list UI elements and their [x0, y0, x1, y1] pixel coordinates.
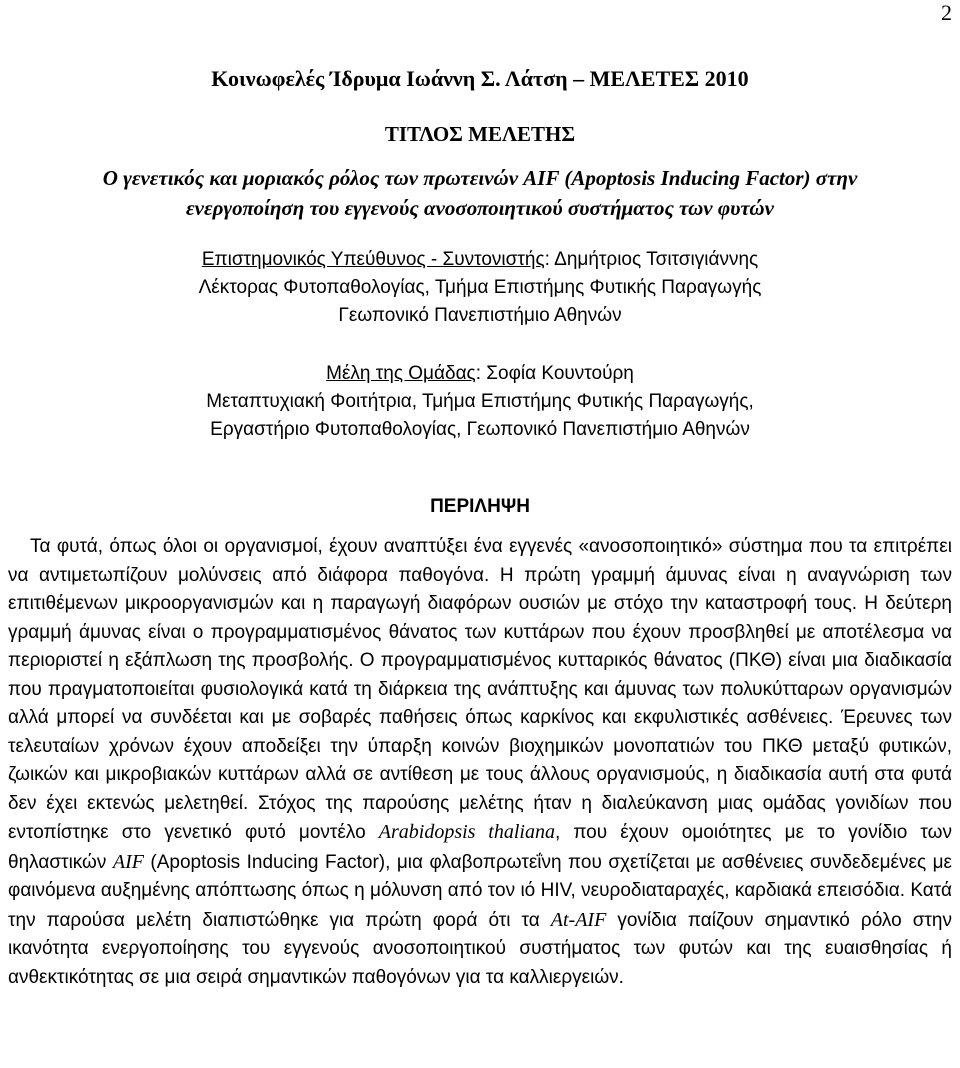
page-number: 2	[941, 0, 952, 25]
team-label: Μέλη της Ομάδας	[326, 363, 476, 384]
team-separator: :	[475, 363, 487, 384]
team-line	[0, 360, 960, 388]
abstract-part-4: γονίδια παίζουν σημαντικό ρόλο στην ικανότητα ενεργοποίησης του εγγενούς ανοσοποιητικού συστήματος των φυτών και της ευαισθησίας ή ανθεκτικότητας σε μια σειρά σημαντικών παθογόνων για τα καλλιεργειών.	[8, 909, 953, 988]
abstract-gene: AIF	[112, 850, 144, 873]
scientific-lead-separator: :	[544, 249, 555, 270]
team-block	[0, 360, 960, 444]
scientific-lead-name: Δημήτριος Τσιτσιγιάννης	[554, 249, 759, 270]
scientific-lead-label: Επιστημονικός Υπεύθυνος - Συντονιστής	[201, 249, 545, 270]
scientific-lead-position: Λέκτορας Φυτοπαθολογίας, Τμήμα Επιστήμης Φυτικής Παραγωγής	[198, 277, 762, 298]
scientific-lead-institution: Γεωπονικό Πανεπιστήμιο Αθηνών	[338, 305, 622, 326]
scientific-lead-block	[0, 246, 960, 330]
abstract-species: Arabidopsis thaliana	[378, 821, 555, 843]
abstract-part-2: , που έχουν ομοιότητες με το γονίδιο των θηλαστικών	[8, 822, 952, 873]
scientific-lead-line	[0, 246, 960, 274]
title-label: ΤΙΤΛΟΣ ΜΕΛΕΤΗΣ	[384, 122, 576, 146]
abstract-part-1: Τα φυτά, όπως όλοι οι οργανισμοί, έχουν αναπτύξει ένα εγγενές «ανοσοποιητικό» σύστημα που τα επιτρέπει να αντιμετωπίζουν μολύνσεις από διάφορα παθογόνα. Η πρώτη γραμμή άμυνας είναι η αναγνώριση των επιτιθέμενων μικροοργανισμών και η παραγωγή διαφόρων ουσιών με στόχο την καταστροφή τους. Η δεύτερη γραμμή άμυνας είναι ο προγραμματισμένος θάνατος των κυττάρων που έχουν προσβληθεί με αποτέλεσμα να περιοριστεί η εξάπλωση της προσβολής. Ο προγραμματισμένος κυτταρικός θάνατος (ΠΚΘ) είναι μια διαδικασία που πραγματοποιείται φυσιολογικά κατά τη διάρκεια της ανάπτυξης και άμυνας των πολυκύτταρων οργανισμών αλλά μπορεί να συνδέεται και με σοβαρές παθήσεις όπως καρκίνος και εκφυλιστικές ασθένειες. Έρευνες των τελευταίων χρόνων έχουν αποδείξει την ύπαρξη κοινών βιοχημικών μονοπατιών του ΠΚΘ μεταξύ φυτικών, ζωικών και μικροβιακών κυττάρων αλλά σε αντίθεση με τους άλλους οργανισμούς, η διαδικασία αυτή στα φυτά δεν έχει εκτενώς μελετηθεί. Στόχος της παρούσης μελέτης ήταν η διαλεύκανση μιας ομάδας γονιδίων που εντοπίστηκε στο γενετικό φυτό μοντέλο	[8, 536, 952, 843]
team-member-name: Σοφία Κουντούρη	[486, 363, 634, 384]
team-member-position: Μεταπτυχιακή Φοιτήτρια, Τμήμα Επιστήμης Φυτικής Παραγωγής,	[206, 391, 754, 412]
abstract-heading: ΠΕΡΙΛΗΨΗ	[430, 496, 530, 517]
study-title-line-2: ενεργοποίηση του εγγενούς ανοσοποιητικού συστήματος των φυτών	[186, 196, 774, 220]
abstract-at-gene: At-AIF	[550, 908, 607, 931]
study-title	[0, 163, 960, 223]
abstract-part-3: (Apoptosis Inducing Factor), μια φλαβοπρωτεΐνη που σχετίζεται με ασθένειες συνδεδεμένες με φαινόμενα αυξημένης απόπτωσης όπως η μόλυνση από τον ιό HIV, νευροδιαταραχές, καρδιακά επεισόδια. Κατά την παρούσα μελέτη διαπιστώθηκε για πρώτη φορά ότι τα	[8, 851, 952, 931]
study-title-line-1: Ο γενετικός και μοριακός ρόλος των πρωτεινών AIF (Apoptosis Inducing Factor) στην	[102, 166, 858, 190]
team-member-institution: Εργαστήριο Φυτοπαθολογίας, Γεωπονικό Πανεπιστήμιο Αθηνών	[210, 419, 750, 440]
document-header: Κοινωφελές Ίδρυμα Ιωάννη Σ. Λάτση – ΜΕΛΕΤΕΣ 2010	[211, 66, 749, 91]
abstract-text	[8, 533, 952, 992]
